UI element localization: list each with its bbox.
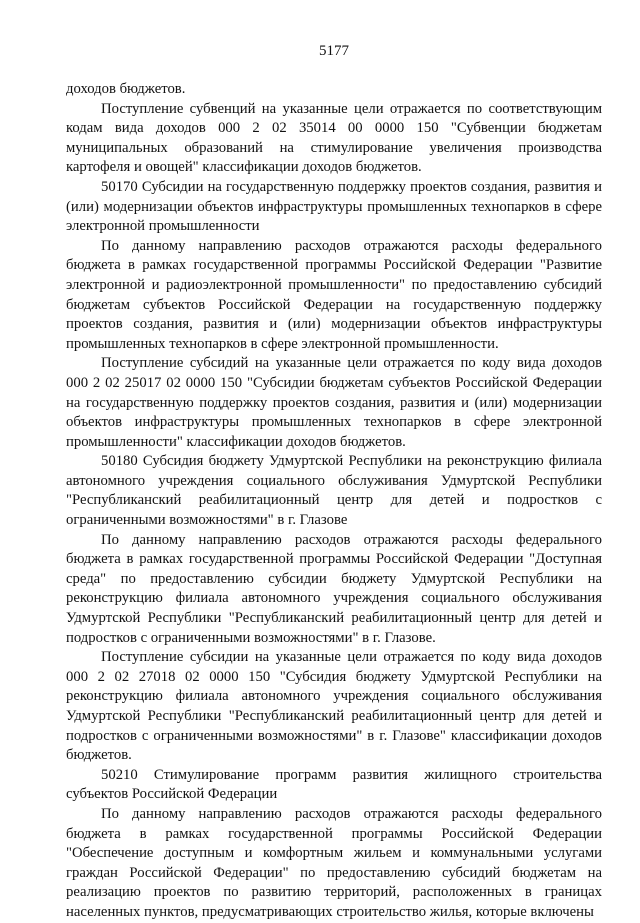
paragraph: Поступление субсидии на указанные цели отражается по коду вида доходов 000 2 02 27018 02 0000 150 "Субсидия бюджету Удмуртской Республики на реконструкцию филиала автономного учреждения социального обслуживания Удмуртской Республики "Республиканский реабилитационный центр для детей и подростков с ограниченными возможностями" в г. Глазове" классификации доходов бюджетов. (66, 649, 602, 764)
paragraph: Поступление субсидий на указанные цели отражается по коду вида доходов 000 2 02 25017 02 0000 150 "Субсидии бюджетам субъектов Российской Федерации на государственную поддержку проектов создания, развития и (или) модернизации объектов инфраструктуры промышленных технопарков в сфере электронной промышленности" классификации доходов бюджетов. (66, 355, 602, 450)
page-number: 5177 (319, 43, 349, 59)
section-heading-50180: 50180 Субсидия бюджету Удмуртской Республики на реконструкцию филиала автономного учреждения социального обслуживания Удмуртской Республики "Республиканский реабилитационный центр для детей и подростков с ограниченными возможностями" в г. Глазове (66, 453, 602, 529)
paragraph: По данному направлению расходов отражаются расходы федерального бюджета в рамках государственной программы Российской Федерации "Доступная среда" по предоставлению субсидии бюджету Удмуртской Республики на реконструкцию филиала автономного учреждения социального обслуживания Удмуртской Республики "Республиканский реабилитационный центр для детей и подростков с ограниченными возможностями" в г. Глазове. (66, 531, 602, 646)
paragraph: По данному направлению расходов отражаются расходы федерального бюджета в рамках государственной программы Российской Федерации "Обеспечение доступным и комфортным жильем и коммунальными услугами граждан Российской Федерации" по предоставлению субсидий бюджетам на реализацию проектов по развитию территорий, расположенных в границах населенных пунктов, предусматривающих строительство жилья, которые включены (66, 805, 602, 920)
paragraph-continuation: доходов бюджетов. (66, 81, 186, 97)
section-heading-50170: 50170 Субсидии на государственную поддержку проектов создания, развития и (или) модернизации объектов инфраструктуры промышленных технопарков в сфере электронной промышленности (66, 178, 602, 235)
paragraph: Поступление субвенций на указанные цели отражается по соответствующим кодам вида доходов 000 2 02 35014 00 0000 150 "Субвенции бюджетам муниципальных образований на стимулирование увеличения производства картофеля и овощей" классификации доходов бюджетов. (66, 100, 602, 176)
document-body (66, 80, 602, 923)
section-heading-50210: 50210 Стимулирование программ развития жилищного строительства субъектов Российской Федерации (66, 766, 602, 803)
paragraph: По данному направлению расходов отражаются расходы федерального бюджета в рамках государственной программы Российской Федерации "Развитие электронной и радиоэлектронной промышленности" по предоставлению субсидий бюджетам субъектов Российской Федерации на государственную поддержку проектов создания, развития и (или) модернизации объектов инфраструктуры промышленных технопарков в сфере электронной промышленности. (66, 237, 602, 352)
